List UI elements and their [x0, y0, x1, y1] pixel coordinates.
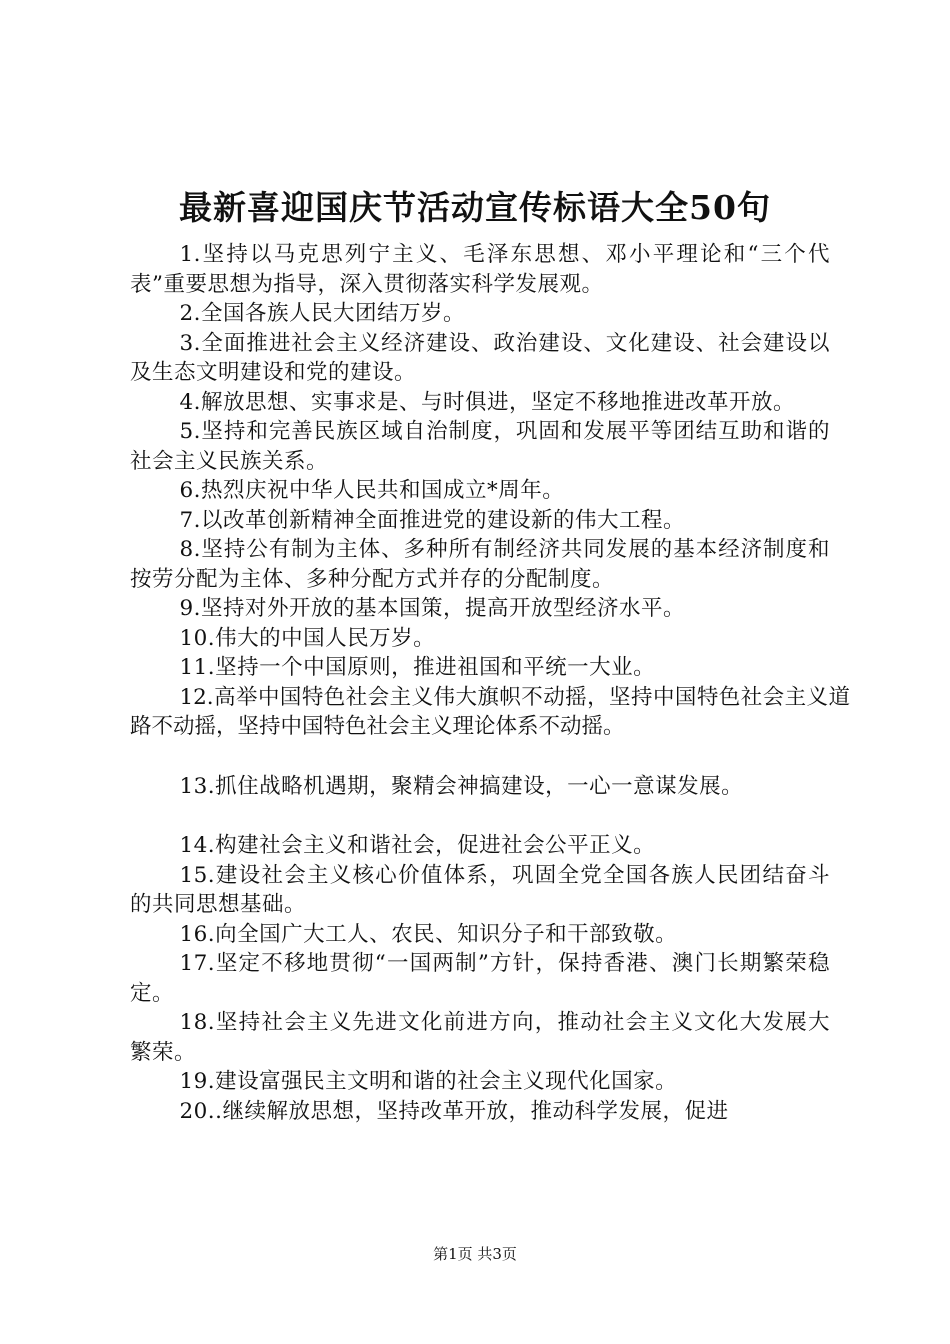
list-item: 16.向全国广大工人、农民、知识分子和干部致敬。	[179, 921, 678, 947]
list-item: 14.构建社会主义和谐社会，促进社会公平正义。	[179, 833, 656, 858]
list-item: 3.全面推进社会主义经济建设、政治建设、文化建设、社会建设以及生态文明建设和党的建设。	[130, 330, 830, 385]
list-item: 11.坚持一个中国原则，推进祖国和平统一大业。	[179, 655, 656, 680]
slogan-list	[130, 240, 850, 1126]
list-item: 12.高举中国特色社会主义伟大旗帜不动摇，坚持中国特色社会主义道路不动摇，坚持中国特色社会主义理论体系不动摇。	[130, 684, 850, 739]
list-item: 10.伟大的中国人民万岁。	[179, 625, 436, 651]
list-item: 5.坚持和完善民族区域自治制度，巩固和发展平等团结互助和谐的社会主义民族关系。	[130, 419, 830, 474]
list-item: 6.热烈庆祝中华人民共和国成立*周年。	[179, 478, 565, 503]
list-item: 4.解放思想、实事求是、与时俱进，坚定不移地推进改革开放。	[179, 389, 795, 415]
list-item: 8.坚持公有制为主体、多种所有制经济共同发展的基本经济制度和按劳分配为主体、多种分配方式并存的分配制度。	[130, 537, 830, 592]
list-item: 1.坚持以马克思列宁主义、毛泽东思想、邓小平理论和“三个代表”重要思想为指导，深入贯彻落实科学发展观。	[130, 242, 830, 297]
list-item: 19.建设富强民主文明和谐的社会主义现代化国家。	[179, 1069, 678, 1094]
list-item: 7.以改革创新精神全面推进党的建设新的伟大工程。	[179, 507, 685, 533]
list-item: 2.全国各族人民大团结万岁。	[179, 301, 465, 326]
list-item: 17.坚定不移地贯彻“一国两制”方针，保持香港、澳门长期繁荣稳定。	[130, 951, 830, 1006]
list-item: 20..继续解放思想，坚持改革开放，推动科学发展，促进	[179, 1098, 729, 1124]
list-item: 15.建设社会主义核心价值体系，巩固全党全国各族人民团结奋斗的共同思想基础。	[130, 862, 830, 917]
list-item: 9.坚持对外开放的基本国策，提高开放型经济水平。	[179, 596, 685, 621]
list-item: 13.抓住战略机遇期，聚精会神搞建设，一心一意谋发展。	[179, 773, 744, 799]
list-item: 18.坚持社会主义先进文化前进方向，推动社会主义文化大发展大繁荣。	[130, 1010, 830, 1065]
page-footer: 第1页 共3页	[433, 1245, 517, 1263]
document-title: 最新喜迎国庆节活动宣传标语大全50句	[179, 188, 771, 227]
